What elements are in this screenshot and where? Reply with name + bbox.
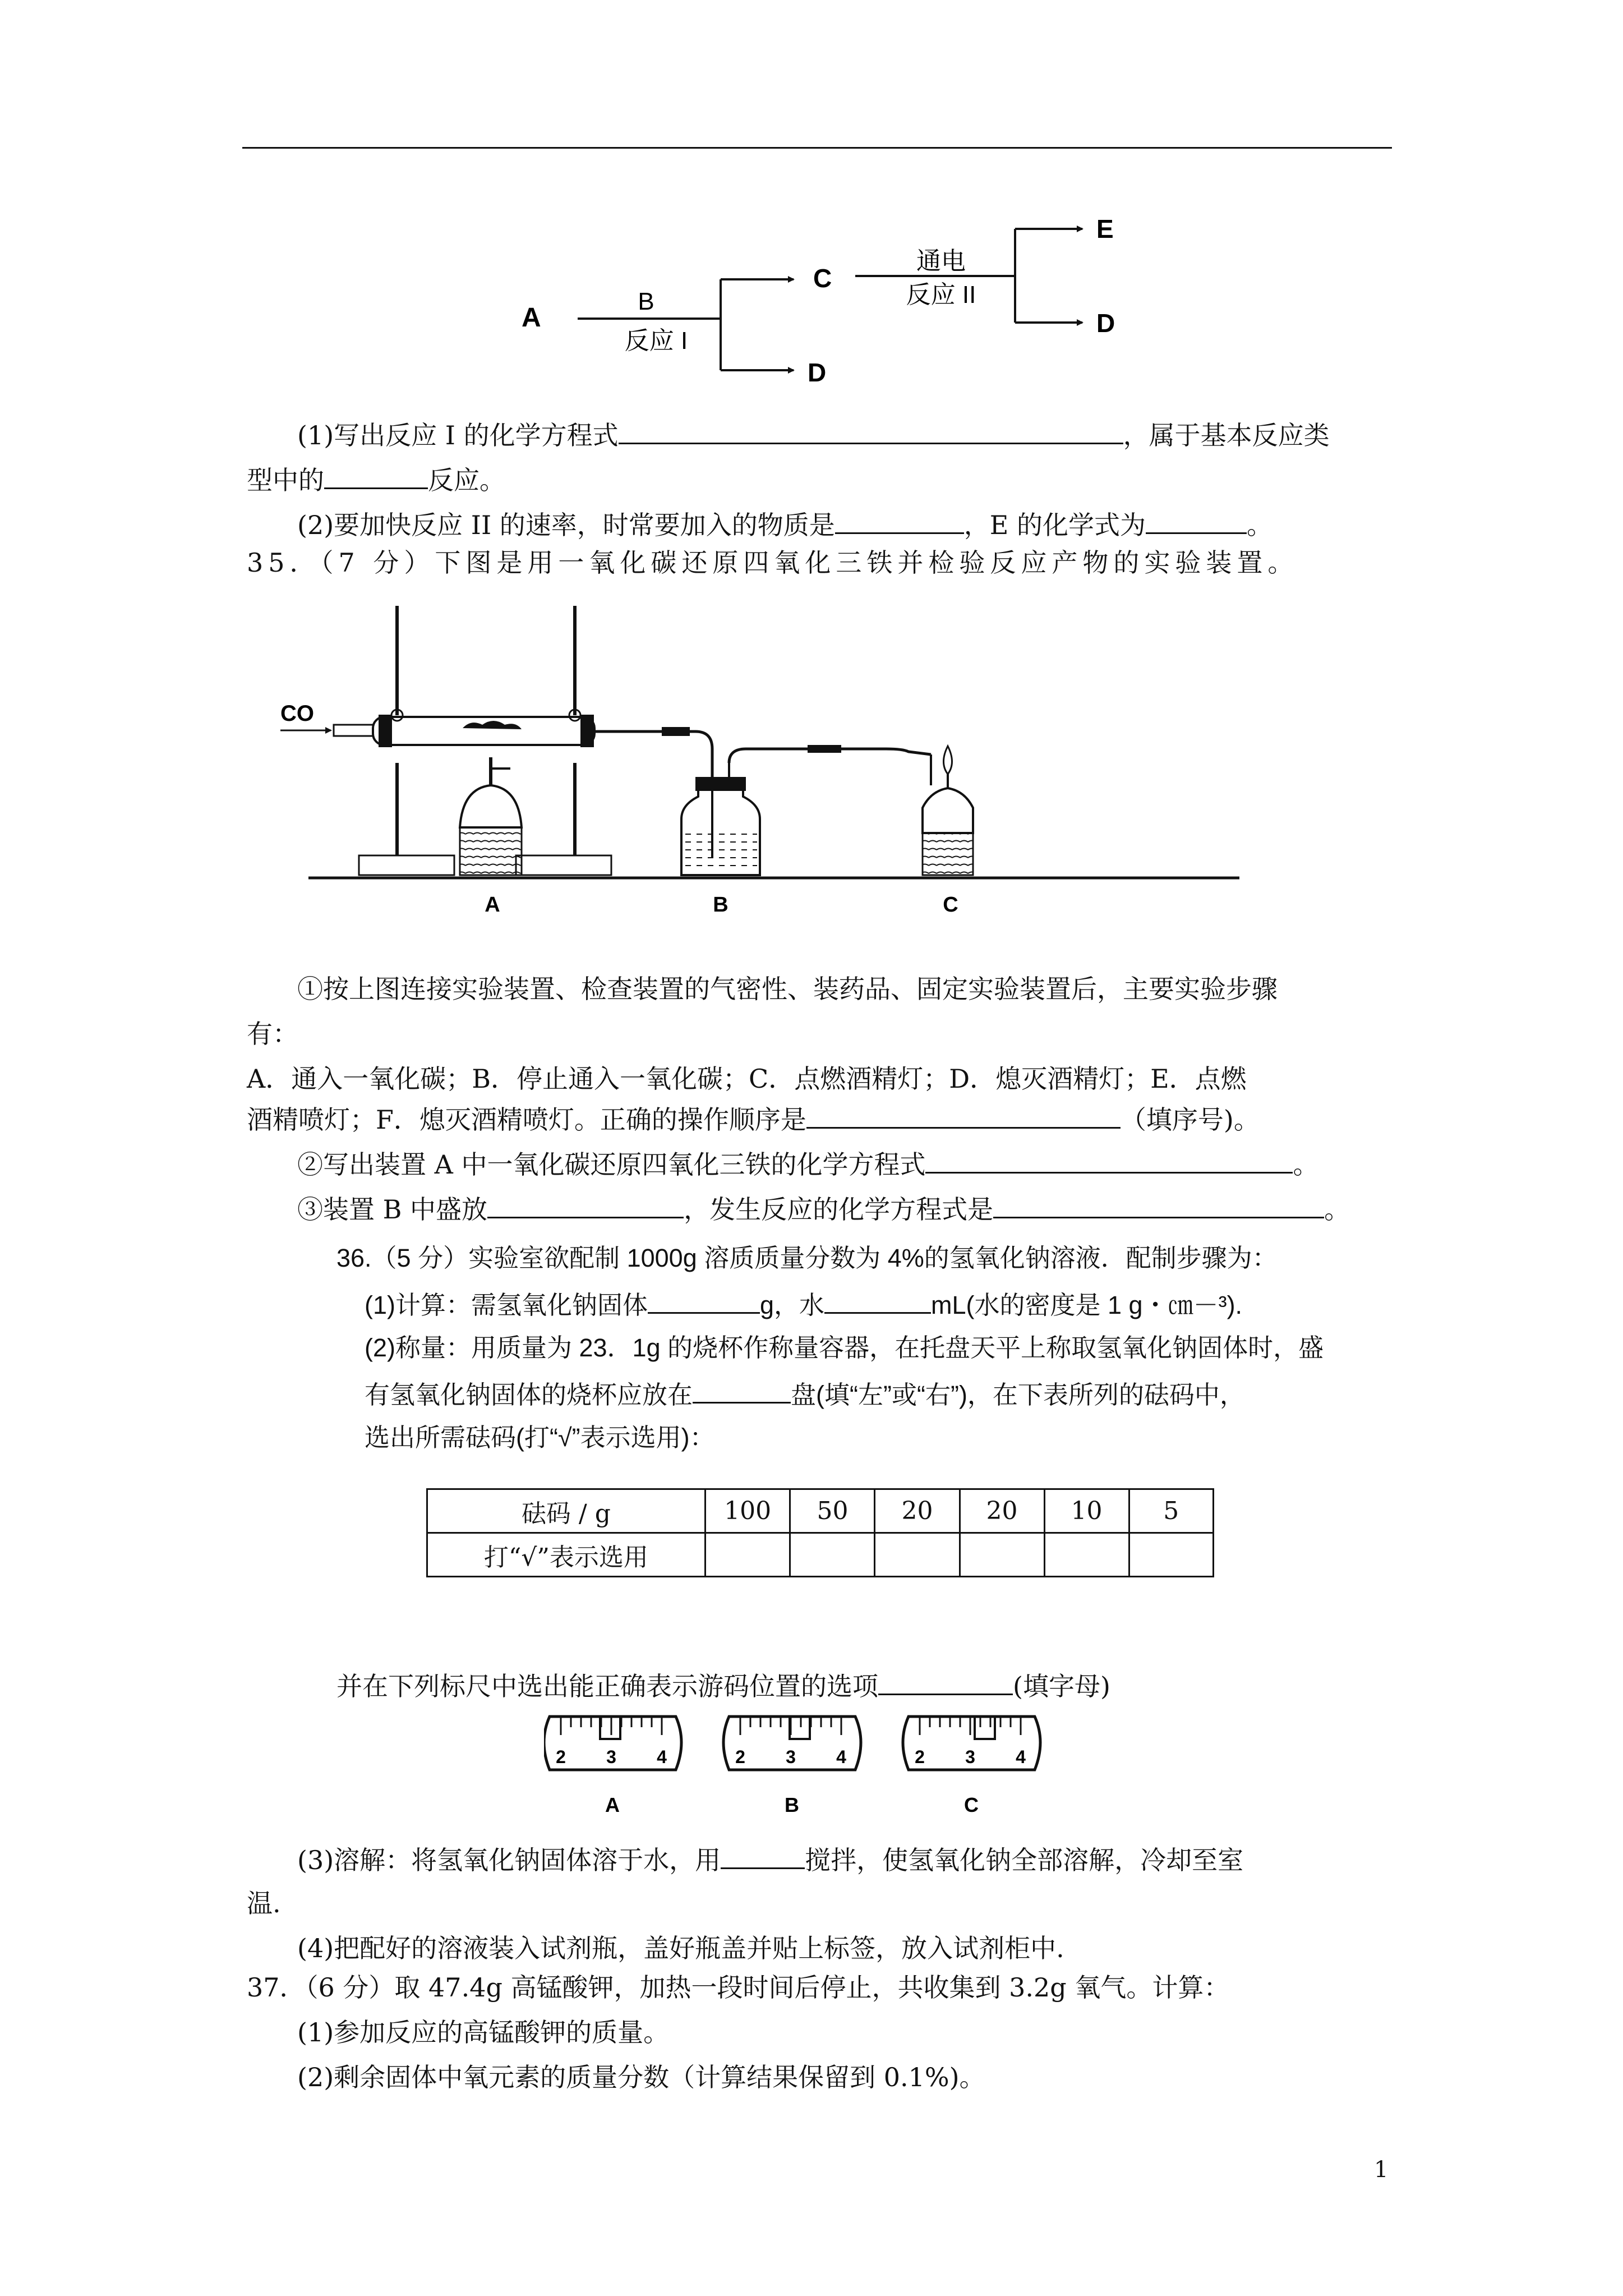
scale-label-a: A [605,1793,620,1816]
weights-table [426,1488,1214,1577]
q37-part2: (2)剩余固体中氧元素的质量分数（计算结果保留到 0.1%)。 [297,2062,985,2092]
scale-tick-4: 4 [657,1747,667,1767]
q36-store: (4)把配好的溶液装入试剂瓶，盖好瓶盖并贴上标签，放入试剂柜中. [297,1933,1064,1963]
weight-cell: 20 [875,1489,960,1533]
q35-step1-text-a: 酒精喷灯；F．熄灭酒精喷灯。正确的操作顺序是 [247,1105,806,1135]
scale-tick-4: 4 [836,1747,846,1767]
q35-step1-line3: A．通入一氧化碳；B．停止通入一氧化碳；C．点燃酒精灯；D．熄灭酒精灯；E．点燃 [247,1064,1247,1094]
weight-cell: 10 [1044,1489,1129,1533]
q34-p1-text-b: ，属于基本反应类 [1123,420,1330,450]
answer-blank-e-formula[interactable] [1146,507,1247,534]
select-cell[interactable] [875,1533,960,1577]
table-row [427,1533,1214,1577]
q36-dissolve-line2: 温. [247,1888,281,1918]
table-header-weight: 砝码 / g [427,1489,706,1533]
q34-p2-text-a: (2)要加快反应 II 的速率，时常要加入的物质是 [297,510,835,540]
scale-tick-2: 2 [915,1747,925,1767]
select-cell[interactable] [1129,1533,1213,1577]
q37-part1: (1)参加反应的高锰酸钾的质量。 [297,2017,670,2047]
q35-step1-line4 [247,1101,1260,1137]
q35-step1-line2: 有： [247,1019,298,1049]
scale-tick-3: 3 [786,1747,796,1767]
answer-blank-order[interactable] [806,1101,1121,1129]
q36-weigh-line3: 选出所需砝码(打“√”表示选用)： [365,1423,715,1452]
node-d-2: D [1096,309,1115,338]
answer-blank-equation-2[interactable] [925,1146,1293,1174]
weight-cell: 20 [960,1489,1044,1533]
answer-blank-pan[interactable] [693,1376,791,1404]
node-e: E [1096,214,1114,243]
q35-step1-text-b: （填序号)。 [1120,1105,1260,1135]
q36-weigh-line1: (2)称量：用质量为 23．1g 的烧杯作称量容器，在托盘天平上称取氢氧化钠固体时，盛 [365,1333,1324,1362]
q36-rider-text-a: 并在下列标尺中选出能正确表示游码位置的选项 [336,1671,878,1701]
condition-electrolysis: 通电 [916,247,966,275]
q37-heading: 37．（6 分）取 47.4g 高锰酸钾，加热一段时间后停止，共收集到 3.2g 氧气。计算： [247,1972,1230,2003]
q36-weigh-line2 [365,1376,1245,1412]
q34-line-2 [247,462,505,497]
weight-cell: 50 [790,1489,875,1533]
q34-p1-text-a: (1)写出反应 I 的化学方程式 [297,420,619,450]
q35-step1-line1: ①按上图连接实验装置、检查装置的气密性、装药品、固定实验装置后，主要实验步骤 [297,974,1278,1004]
answer-blank-rider-option[interactable] [878,1668,1013,1695]
reaction-diagram [522,202,1138,398]
q36-heading: 36.（5 分）实验室欲配制 1000g 溶质质量分数为 4%的氢氧化钠溶液．配制步骤为： [336,1244,1278,1272]
q35-step3-text-a: ③装置 B 中盛放 [297,1194,488,1225]
node-a: A [522,303,541,333]
co-gas-label: CO [280,701,314,726]
apparatus-diagram [269,595,1335,920]
scale-tick-2: 2 [735,1747,745,1767]
apparatus-label-c: C [943,893,958,917]
q36-dissolve-text-a: (3)溶解：将氢氧化钠固体溶于水，用 [297,1845,721,1875]
weight-cell: 100 [705,1489,790,1533]
scale-tick-3: 3 [965,1747,975,1767]
q36-calc-text-c: mL(水的密度是 1 g・㎝－³). [931,1291,1243,1319]
q35-heading: 35．（7 分）下图是用一氧化碳还原四氧化三铁并检验反应产物的实验装置。 [247,547,1299,578]
answer-blank-equation-1[interactable] [619,417,1123,444]
q35-step2-text-a: ②写出装置 A 中一氧化碳还原四氧化三铁的化学方程式 [297,1149,926,1180]
answer-blank-equation-3[interactable] [993,1191,1324,1218]
q36-weigh-text-b: 盘(填“左”或“右”)，在下表所列的砝码中， [791,1381,1245,1409]
answer-blank-naoh-mass[interactable] [648,1286,760,1314]
table-header-select: 打“√”表示选用 [427,1533,706,1577]
answer-blank-bottle-content[interactable] [487,1191,684,1218]
apparatus-label-a: A [485,893,500,917]
scale-label-c: C [964,1793,979,1816]
q34-p1-text-c: 型中的 [247,465,324,495]
q34-line-3 [297,507,1272,542]
scale-tick-3: 3 [606,1747,616,1767]
node-d-1: D [808,358,827,387]
q36-rider [336,1668,1110,1703]
scale-a [544,1717,681,1816]
node-c: C [813,264,832,293]
q36-weigh-text-a: 有氢氧化钠固体的烧杯应放在 [365,1381,693,1409]
q34-p1-text-d: 反应。 [428,465,505,495]
select-cell[interactable] [960,1533,1044,1577]
rider-scales [544,1714,1060,1826]
table-row [427,1489,1214,1533]
q35-step3-text-c: 。 [1324,1194,1350,1225]
answer-blank-catalyst[interactable] [835,507,964,534]
scale-tick-4: 4 [1016,1747,1026,1767]
q36-calc-text-a: (1)计算：需氢氧化钠固体 [365,1291,648,1319]
q36-dissolve-text-b: 搅拌，使氢氧化钠全部溶解，冷却至室 [805,1845,1244,1875]
select-cell[interactable] [705,1533,790,1577]
select-cell[interactable] [790,1533,875,1577]
q34-p2-text-c: 。 [1246,510,1272,540]
q35-step2-text-b: 。 [1293,1149,1319,1180]
scale-label-b: B [785,1793,799,1816]
reaction-1-label: 反应 I [624,327,688,355]
answer-blank-water-volume[interactable] [824,1286,931,1314]
select-cell[interactable] [1044,1533,1129,1577]
q36-calc [365,1286,1242,1322]
q36-dissolve-line1 [297,1842,1243,1877]
reagent-b: B [638,288,654,315]
scale-tick-2: 2 [556,1747,566,1767]
q36-calc-text-b: g，水 [760,1291,825,1319]
page-number: 1 [1374,2157,1389,2183]
answer-blank-reaction-type[interactable] [324,462,428,489]
scale-c [903,1717,1040,1816]
header-rule [242,147,1392,149]
q34-line-1 [297,417,1330,452]
q34-p2-text-b: ，E 的化学式为 [963,510,1146,540]
q35-step2 [297,1146,1318,1181]
answer-blank-stirrer[interactable] [721,1842,805,1869]
q36-rider-text-b: (填字母) [1013,1671,1110,1701]
q35-step3 [297,1191,1350,1226]
reaction-2-label: 反应 II [906,281,976,309]
q35-step3-text-b: ，发生反应的化学方程式是 [684,1194,994,1225]
scale-b [723,1717,861,1816]
weight-cell: 5 [1129,1489,1213,1533]
apparatus-label-b: B [713,893,728,917]
